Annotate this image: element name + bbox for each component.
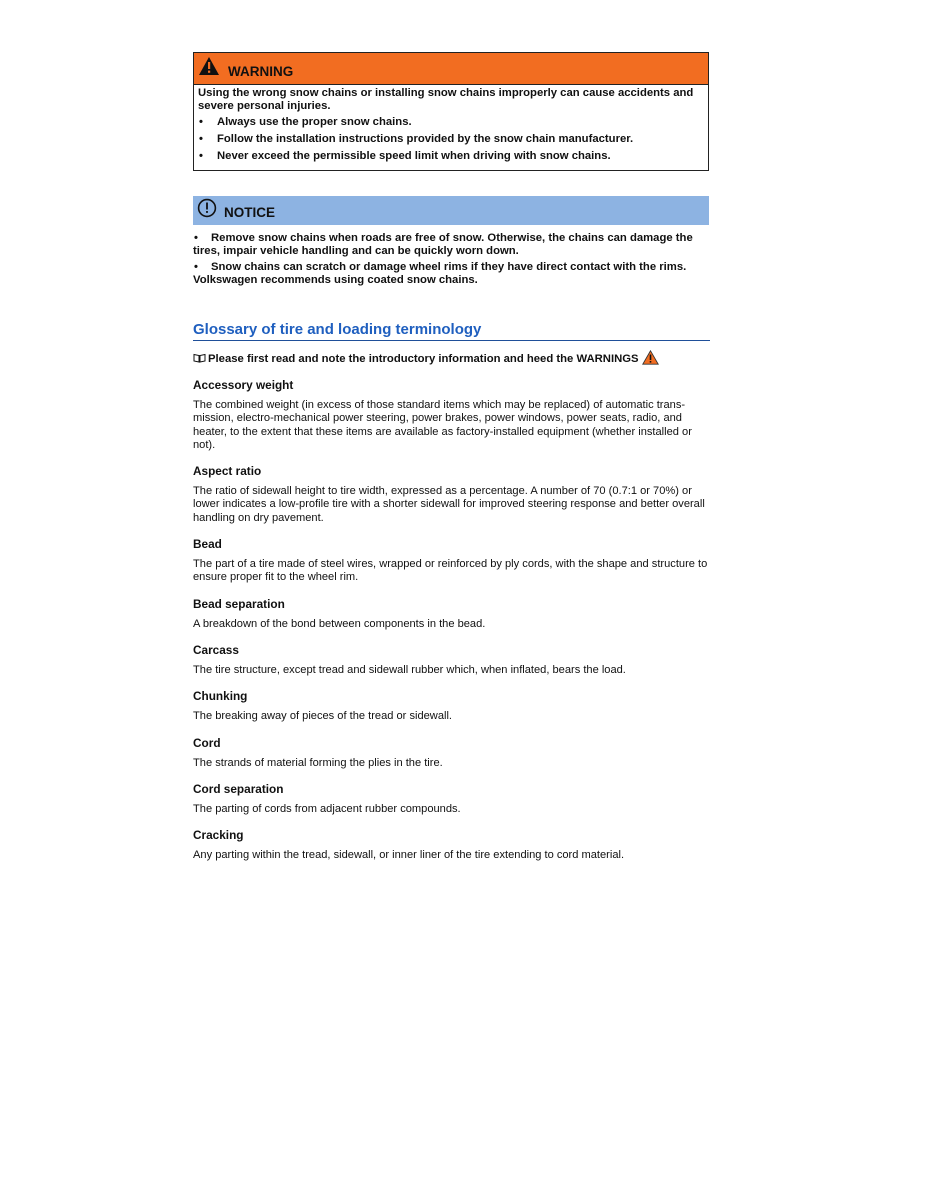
glossary-definition: Any parting within the tread, sidewall, or inner liner of the tire extending to cord material.: [193, 849, 625, 862]
glossary-definition: The part of a tire made of steel wires, wrapped or reinforced by ply cords, with the shape and structure to ensure proper fit to the wheel rim.: [193, 558, 708, 584]
notice-box: [193, 196, 709, 287]
glossary-entry: [193, 689, 709, 723]
glossary-entry: [193, 782, 709, 816]
glossary-term: Carcass: [193, 642, 239, 657]
glossary-title: Glossary of tire and loading terminology: [193, 321, 710, 341]
glossary-definition: The tire structure, except tread and sidewall rubber which, when inflated, bears the load.: [193, 663, 626, 676]
glossary-definition: The strands of material forming the plies in the tire.: [193, 756, 443, 769]
notice-body: [193, 225, 709, 287]
book-icon: [193, 353, 208, 366]
warning-triangle-icon: [639, 350, 659, 368]
glossary-term: Cracking: [193, 828, 244, 843]
warning-bullet-text: Always use the proper snow chains.: [217, 116, 412, 128]
warning-bullet: • Always use the proper snow chains.: [198, 116, 703, 129]
notice-header: [193, 196, 709, 225]
warning-bullet: • Never exceed the permissible speed limit when driving with snow chains.: [198, 150, 703, 163]
glossary-definition: The parting of cords from adjacent rubber compounds.: [193, 802, 461, 815]
glossary-definition: The breaking away of pieces of the tread or sidewall.: [193, 710, 452, 723]
notice-title: NOTICE: [224, 205, 276, 220]
warning-triangle-icon: [198, 56, 220, 81]
warning-box: [193, 52, 709, 171]
notice-bullet-text: Snow chains can scratch or damage wheel rims if they have direct contact with the rims. Volkswagen recommends using coated snow chains.: [193, 261, 687, 286]
glossary-entry: [193, 378, 709, 452]
notice-bullet: • Remove snow chains when roads are free of snow. Otherwise, the chains can damage the tires, impair vehicle handling and can be quickly worn down.: [193, 232, 693, 257]
warning-bullet-text: Follow the installation instructions provided by the snow chain manufacturer.: [217, 133, 634, 145]
glossary-list: [193, 378, 709, 862]
warning-bullet-text: Never exceed the permissible speed limit when driving with snow chains.: [217, 150, 611, 162]
glossary-term: Cord: [193, 735, 221, 750]
exclamation-circle-icon: [197, 198, 217, 223]
warning-header: [194, 53, 708, 85]
glossary-entry: [193, 597, 709, 631]
glossary-definition: A breakdown of the bond between components in the bead.: [193, 617, 486, 630]
glossary-term: Bead: [193, 537, 222, 552]
glossary-intro: [193, 350, 709, 368]
warning-body: [194, 85, 708, 170]
glossary-intro-text: Please first read and note the introductory information and heed the WARNINGS: [208, 353, 639, 365]
glossary-definition: The ratio of sidewall height to tire width, expressed as a percentage. A number of 70 (0.7:1 or 70%) or lower indicates a low-profile tire with a shorter sidewall for improved steering response and better overall handling on dry pavement.: [193, 485, 705, 524]
warning-bullet: • Follow the installation instructions provided by the snow chain manufacturer.: [198, 133, 703, 146]
notice-bullet-text: Remove snow chains when roads are free of snow. Otherwise, the chains can damage the tires, impair vehicle handling and can be quickly worn down.: [193, 232, 693, 257]
glossary-entry: [193, 537, 709, 585]
manual-page: [193, 52, 709, 862]
notice-bullet: • Snow chains can scratch or damage wheel rims if they have direct contact with the rims. Volkswagen recommends using coated snow chains.: [193, 261, 687, 286]
glossary-term: Accessory weight: [193, 378, 294, 392]
warning-intro: Using the wrong snow chains or installing snow chains improperly can cause accidents and severe personal injuries.: [198, 87, 694, 112]
glossary-entry: [193, 736, 709, 770]
glossary-definition: The combined weight (in excess of those standard items which may be replaced) of automatic trans-mission, electro-mechanical power steering, power brakes, power windows, power seats, radio, and heater, to the extent that these items are available as factory-installed equipment (whether installed or not).: [193, 399, 692, 451]
glossary-entry: [193, 828, 709, 862]
glossary-entry: [193, 643, 709, 677]
glossary-term: Chunking: [193, 689, 248, 704]
glossary-entry: [193, 464, 709, 525]
glossary-term: Aspect ratio: [193, 464, 262, 479]
glossary-term: Cord separation: [193, 781, 284, 796]
warning-title: WARNING: [228, 63, 294, 79]
glossary-term: Bead separation: [193, 596, 285, 611]
